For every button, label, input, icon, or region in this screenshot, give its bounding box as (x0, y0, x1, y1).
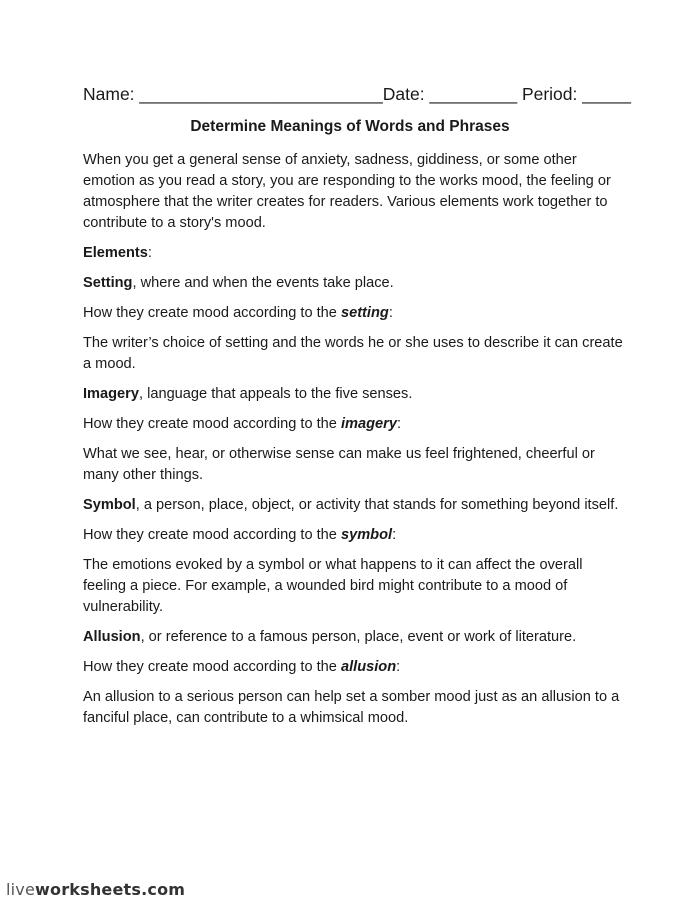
element-explanation-setting: The writer’s choice of setting and the words he or she uses to describe it can create a mood. (83, 335, 623, 372)
date-field[interactable]: _________ (429, 84, 518, 104)
name-label: Name: (83, 84, 135, 104)
elements-heading: Elements: (83, 245, 152, 261)
element-definition-setting: Setting, where and when the events take place. (83, 275, 394, 291)
worksheet-content (83, 150, 628, 738)
period-field[interactable]: _____ (582, 84, 631, 104)
element-explanation-imagery: What we see, hear, or otherwise sense can make us feel frightened, cheerful or many other things. (83, 446, 595, 483)
name-field[interactable]: _________________________ (139, 84, 383, 104)
element-how-allusion: How they create mood according to the allusion: (83, 659, 401, 675)
term: Imagery (83, 386, 139, 402)
period-label: Period: (521, 84, 578, 104)
page-title: Determine Meanings of Words and Phrases (190, 118, 510, 135)
element-definition-imagery: Imagery, language that appeals to the five senses. (83, 386, 413, 402)
element-explanation-allusion: An allusion to a serious person can help set a somber mood just as an allusion to a fanciful place, can contribute to a whimsical mood. (83, 689, 620, 726)
term: Symbol (83, 497, 136, 513)
element-how-symbol: How they create mood according to the symbol: (83, 527, 397, 543)
intro-paragraph: When you get a general sense of anxiety, sadness, giddiness, or some other emotion as you read a story, you are responding to the works mood, the feeling or atmosphere that the writer creates for readers. Various elements work together to contribute to a story's mood. (83, 152, 611, 231)
element-definition-allusion: Allusion, or reference to a famous person, place, event or work of literature. (83, 629, 577, 645)
term: Allusion (83, 629, 141, 645)
liveworksheets-logo: liveworksheets.com (6, 880, 186, 899)
element-how-imagery: How they create mood according to the imagery: (83, 416, 402, 432)
term: Setting (83, 275, 133, 291)
element-definition-symbol: Symbol, a person, place, object, or activity that stands for something beyond itself. (83, 497, 619, 513)
student-info-line (83, 84, 631, 105)
element-explanation-symbol: The emotions evoked by a symbol or what happens to it can affect the overall feeling a piece. For example, a wounded bird might contribute to a mood of vulnerability. (83, 557, 583, 615)
date-label: Date: (382, 84, 425, 104)
element-how-setting: How they create mood according to the setting: (83, 305, 393, 321)
